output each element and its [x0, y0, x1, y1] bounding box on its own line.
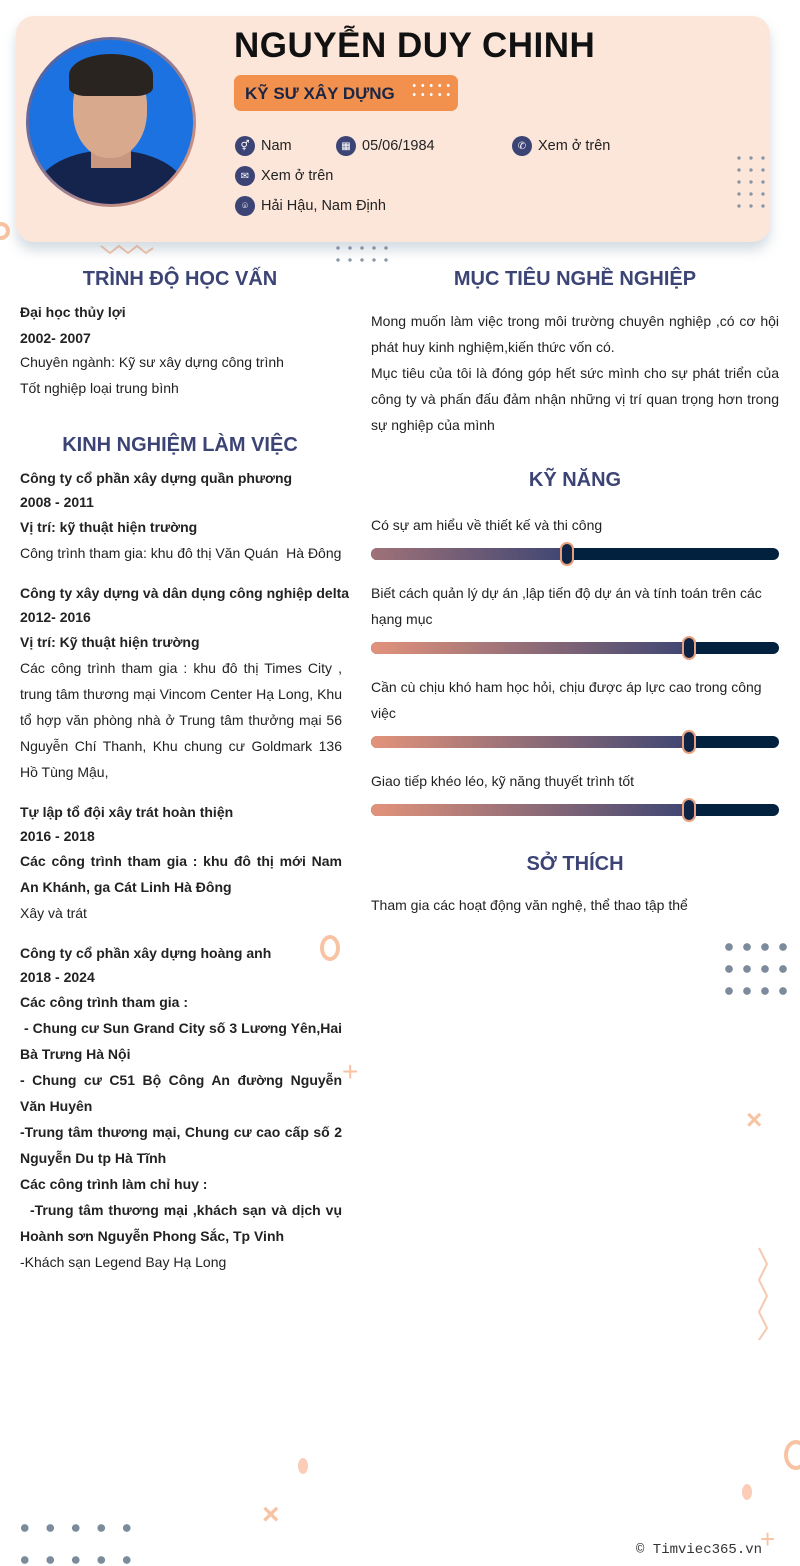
decor-dots-right — [720, 936, 792, 1002]
skill-bar-fill — [371, 804, 689, 816]
skill-bar-fill — [371, 736, 689, 748]
info-gender — [235, 136, 292, 156]
info-birthday — [336, 136, 435, 156]
skill-label: Biết cách quản lý dự án ,lập tiến độ dự án và tính toán trên các hạng mục — [371, 585, 762, 627]
decor-ring-corner — [784, 1440, 800, 1470]
decor-zigzag-right — [756, 1246, 770, 1342]
job-3-description: Xây và trát — [20, 905, 87, 921]
experience-heading: KINH NGHIỆM LÀM VIỆC — [62, 434, 298, 456]
job-title-badge — [234, 75, 458, 111]
objective-text-1: Mong muốn làm việc trong môi trường chuyên nghiệp ,có cơ hội phát huy kinh nghiệm,kiến thức vốn có. — [371, 313, 779, 355]
skill-bar-knob — [560, 542, 574, 566]
candidate-name: NGUYỄN DUY CHINH — [234, 26, 596, 65]
avatar — [26, 37, 196, 207]
job-2-position: Vị trí: Kỹ thuật hiện trường — [20, 634, 200, 650]
job-3-period: 2016 - 2018 — [20, 828, 95, 844]
job-2-period: 2012- 2016 — [20, 609, 91, 625]
location-pin-icon: ⌾ — [235, 196, 255, 216]
decor-dot — [298, 1458, 308, 1474]
job-1-company: Công ty cổ phần xây dựng quần phương — [20, 470, 293, 486]
info-phone — [512, 136, 610, 156]
job-2-description: Các công trình tham gia : khu đô thị Times City , trung tâm thương mại Vincom Center Hạ Long, Khu tổ hợp văn phòng nhà ở Trung tâm thưởng mại 56 Nguyễn Chí Thanh, Khu chung cư Goldmark 136 Hồ Tùng Mậu, — [20, 660, 342, 780]
decor-x: × — [262, 1498, 280, 1531]
phone-icon: ✆ — [512, 136, 532, 156]
gender-icon: ⚥ — [235, 136, 255, 156]
job-4-period: 2018 - 2024 — [20, 969, 95, 985]
decor-dots-header-right — [733, 152, 767, 212]
footer-copyright: © Timviec365.vn — [636, 1542, 763, 1558]
skill-bar — [371, 736, 779, 748]
decor-x: × — [746, 1104, 763, 1135]
skill-bar-fill — [371, 642, 689, 654]
skill-bar — [371, 548, 779, 560]
hobbies-text: Tham gia các hoạt động văn nghệ, thể thao tập thể — [371, 897, 688, 913]
info-email — [235, 166, 333, 186]
objective-text-2: Mục tiêu của tôi là đóng góp hết sức mình cho sự phát triển của công ty và phấn đấu đảm nhận những vị trí quan trọng hơn trong sự nghiệp của mình — [371, 365, 779, 433]
profile-photo — [29, 40, 193, 204]
job-4-detail: -Trung tâm thương mại ,khách sạn và dịch vụ Hoành sơn Nguyễn Phong Sắc, Tp Vinh — [20, 1202, 346, 1244]
email-value: Xem ở trên — [261, 168, 334, 184]
decor-plus: + — [342, 1056, 359, 1087]
phone-value: Xem ở trên — [538, 138, 611, 154]
skills-heading: KỸ NĂNG — [528, 469, 622, 491]
education-major: Chuyên ngành: Kỹ sư xây dựng công trình — [20, 354, 284, 370]
job-title: KỸ SƯ XÂY DỰNG — [245, 84, 395, 103]
decor-zigzag-top — [100, 244, 154, 256]
decor-plus: + — [760, 1524, 776, 1554]
skill-bar — [371, 804, 779, 816]
job-1-description: Công trình tham gia: khu đô thị Văn Quán Hà Đông — [20, 545, 342, 561]
skill-bar-knob — [682, 798, 696, 822]
job-2-company: Công ty xây dựng và dân dụng công nghiệp delta — [20, 585, 350, 601]
skill-label: Cần cù chịu khó ham học hỏi, chịu được áp lực cao trong công việc — [371, 679, 762, 721]
hobbies-heading: SỞ THÍCH — [526, 853, 624, 875]
skill-bar-knob — [682, 636, 696, 660]
education-grade: Tốt nghiệp loại trung bình — [20, 380, 179, 396]
education-school: Đại học thủy lợi — [20, 304, 126, 320]
job-4-detail: - Chung cư Sun Grand City số 3 Lương Yên,Hai Bà Trưng Hà Nội — [20, 1020, 346, 1062]
job-4-detail: -Trung tâm thương mại, Chung cư cao cấp số 2 Nguyễn Du tp Hà Tĩnh — [20, 1124, 342, 1166]
badge-dots-decor — [410, 81, 454, 101]
job-4-detail: Các công trình tham gia : — [20, 994, 189, 1010]
job-3-company: Tự lập tổ đội xây trát hoàn thiện — [20, 804, 234, 820]
job-4-description: -Khách sạn Legend Bay Hạ Long — [20, 1254, 227, 1270]
decor-ring-left — [0, 222, 10, 240]
address-value: Hải Hậu, Nam Định — [261, 198, 386, 214]
decor-dot — [742, 1484, 752, 1500]
skill-label: Giao tiếp khéo léo, kỹ năng thuyết trình tốt — [371, 773, 635, 789]
job-4-company: Công ty cổ phần xây dựng hoàng anh — [20, 945, 272, 961]
job-4-detail: Các công trình làm chỉ huy : — [20, 1176, 208, 1192]
decor-dots-bottom-left — [12, 1512, 134, 1566]
job-4-detail: - Chung cư C51 Bộ Công An đường Nguyễn Văn Huyên — [20, 1072, 342, 1114]
calendar-icon: ▦ — [336, 136, 356, 156]
skill-label: Có sự am hiểu về thiết kế và thi công — [371, 517, 603, 533]
education-period: 2002- 2007 — [20, 330, 91, 346]
education-heading: TRÌNH ĐỘ HỌC VẤN — [82, 268, 278, 290]
skill-bar-knob — [682, 730, 696, 754]
skill-bar — [371, 642, 779, 654]
gender-value: Nam — [261, 138, 292, 154]
decor-ring-mid — [320, 935, 340, 961]
info-address — [235, 196, 386, 216]
skill-bar-fill — [371, 548, 567, 560]
objective-heading: MỤC TIÊU NGHỀ NGHIỆP — [453, 268, 697, 290]
birthday-value: 05/06/1984 — [362, 138, 435, 154]
job-1-period: 2008 - 2011 — [20, 494, 94, 510]
email-icon: ✉ — [235, 166, 255, 186]
job-1-position: Vị trí: kỹ thuật hiện trường — [20, 519, 198, 535]
job-3-position: Các công trình tham gia : khu đô thị mới Nam An Khánh, ga Cát Linh Hà Đông — [20, 853, 342, 895]
